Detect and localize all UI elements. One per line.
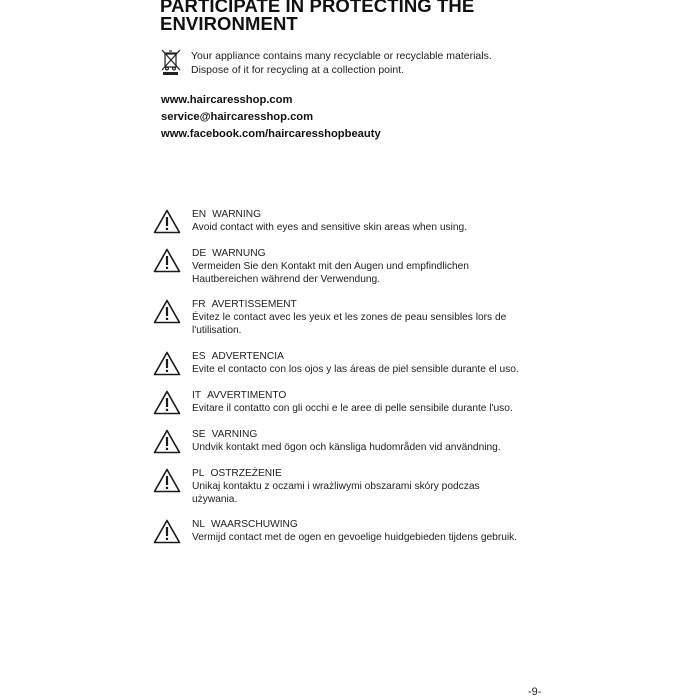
warning-lang: PL xyxy=(192,468,205,479)
warning-heading: WARNUNG xyxy=(212,248,266,259)
warning-lang: ES xyxy=(192,351,206,362)
warning-lang: SE xyxy=(192,429,206,440)
warning-body: Évitez le contact avec les yeux et les zones de peau sensibles lors de l'utilisation. xyxy=(192,312,507,336)
warning-heading: OSTRZEŻENIE xyxy=(210,468,282,479)
warning-lang: FR xyxy=(192,299,206,310)
warning-body: Unikaj kontaktu z oczami i wrażliwymi obszarami skóry podczas używania. xyxy=(192,481,480,505)
warning-body: Undvik kontakt med ögon och känsliga hudområden vid användning. xyxy=(192,442,501,453)
warning-lang: IT xyxy=(192,390,202,401)
warning-body: Evite el contacto con los ojos y las áreas de piel sensible durante el uso. xyxy=(192,364,519,375)
facebook-link[interactable]: www.facebook.com/haircaresshopbeauty xyxy=(161,128,381,140)
warning-lang: DE xyxy=(192,248,207,259)
warning-heading: WAARSCHUWING xyxy=(211,519,298,530)
warning-lang: EN xyxy=(192,209,207,220)
warning-heading: AVVERTIMENTO xyxy=(207,390,287,401)
email-link[interactable]: service@haircaresshop.com xyxy=(161,111,314,123)
page-number: -9- xyxy=(528,686,542,698)
warning-lang: NL xyxy=(192,519,206,530)
warning-triangle-icon xyxy=(153,351,181,376)
contact-links xyxy=(161,92,461,143)
warning-triangle-icon xyxy=(153,468,181,493)
warning-triangle-icon xyxy=(153,248,181,273)
warning-triangle-icon xyxy=(153,390,181,415)
warning-triangle-icon xyxy=(153,299,181,324)
warning-heading: VARNING xyxy=(211,429,258,440)
warning-heading: AVERTISSEMENT xyxy=(211,299,297,310)
warning-heading: ADVERTENCIA xyxy=(211,351,284,362)
website-link[interactable]: www.haircaresshop.com xyxy=(161,94,293,106)
warning-heading: WARNING xyxy=(212,209,262,220)
warning-triangle-icon xyxy=(153,429,181,454)
crossed-out-wheelie-bin-icon xyxy=(160,48,182,76)
page-title: PARTICIPATE IN PROTECTING THE ENVIRONMENT xyxy=(160,0,475,34)
warning-body: Evitare il contatto con gli occhi e le aree di pelle sensibile durante l'uso. xyxy=(192,403,513,414)
recycling-text: Your appliance contains many recyclable or recyclable materials. Dispose of it for recycling at a collection point. xyxy=(191,50,492,76)
warning-body: Avoid contact with eyes and sensitive skin areas when using. xyxy=(192,222,468,233)
warning-triangle-icon xyxy=(153,209,181,234)
warning-body: Vermijd contact met de ogen en gevoelige huidgebieden tijdens gebruik. xyxy=(192,532,518,543)
warning-body: Vermeiden Sie den Kontakt mit den Augen und empfindlichen Hautbereichen während der Verwendung. xyxy=(192,261,469,285)
warning-triangle-icon xyxy=(153,519,181,544)
